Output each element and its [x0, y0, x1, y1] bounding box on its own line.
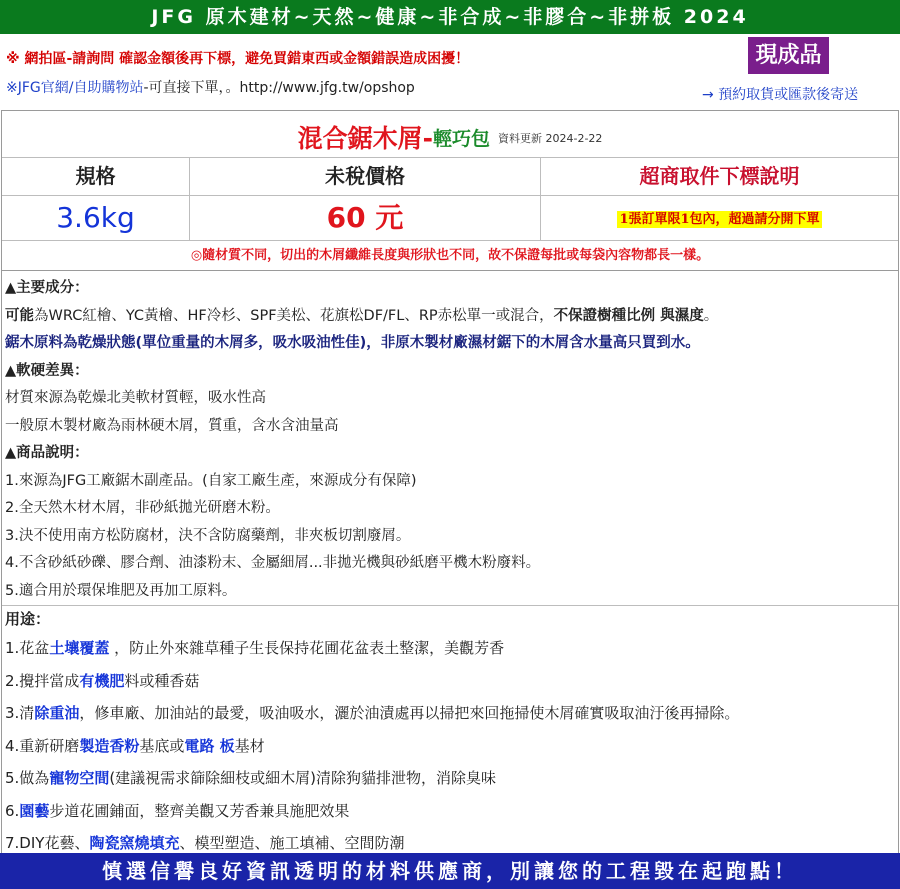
usage-keyword: 土壤覆蓋 — [49, 639, 110, 657]
usage-section — [2, 605, 898, 860]
shipping-note: 1張訂單限1包內，超過請分開下單 — [619, 212, 820, 227]
usage-keyword: 製造香粉 — [79, 736, 140, 755]
hardness-line-1: 材質來源為乾燥北美軟材質輕，吸水性高 — [5, 390, 266, 406]
usage-item: 1.花盆土壤覆蓋 ，防止外來雜草種子生長保持花圃花盆表土整潔，美觀芳香 — [5, 639, 505, 657]
usage-keyword: 有機肥 — [79, 671, 125, 690]
usage-keyword: 寵物空間 — [49, 769, 110, 787]
description-item: 1.來源為JFG工廠鋸木副產品。(自家工廠生產，來源成分有保障) — [5, 472, 417, 489]
header-spec: 規格 — [2, 158, 190, 195]
composition-line-2: 鋸木原料為乾燥狀態(單位重量的木屑多，吸水吸油性佳)，非原木製材廠濕材鋸下的木屑含水量高只買到水。 — [5, 335, 700, 351]
official-shop-link[interactable]: ※JFG官網/自助購物站 — [6, 80, 144, 96]
usage-keyword: 園藝 — [19, 801, 50, 820]
shop-notice — [6, 77, 415, 97]
spec-value: 3.6kg — [2, 196, 190, 240]
updated-date: 資料更新 2024-2-22 — [497, 132, 603, 145]
shipping-note-cell — [541, 196, 898, 240]
description-item: 5.適合用於環保堆肥及再加工原料。 — [5, 582, 237, 599]
usage-item: 5.做為寵物空間(建議視需求篩除細枝或細木屑)清除狗貓排泄物，消除臭味 — [5, 769, 497, 787]
composition-emphasis-a: 可能 — [5, 307, 34, 324]
composition-line-1 — [5, 303, 895, 331]
usage-keyword: 電路 板 — [184, 736, 235, 755]
footer-slogan: 慎選信譽良好資訊透明的材料供應商，別讓您的工程毀在起跑點！ — [0, 853, 900, 889]
shop-url-text: -可直接下單，。http://www.jfg.tw/opshop — [143, 80, 415, 96]
purchase-warning: ※ 網拍區-請詢問 確認金額後再下標，避免買錯東西或金額錯誤造成困擾！ — [6, 51, 470, 67]
page-header: JFG 原木建材~天然~健康~非合成~非膠合~非拼板 2024 — [0, 0, 900, 34]
usage-item: 2.攪拌當成有機肥料或種香菇 — [5, 671, 200, 690]
description-item: 4.不含砂紙砂礫、膠合劑、油漆粉末、金屬細屑...非拋光機與砂紙磨平機木粉廢料。 — [5, 555, 541, 571]
usage-item: 7.DIY花藝、陶瓷窯燒填充、模型塑造、施工填補、空間防潮 — [5, 834, 405, 852]
table-header-row — [2, 158, 898, 196]
description-heading: ▲商品說明： — [5, 445, 89, 461]
product-name: 混合鋸木屑- — [297, 124, 433, 153]
description-item: 2.全天然木材木屑，非砂紙拋光研磨木粉。 — [5, 500, 280, 516]
composition-emphasis-b: 不保證樹種比例 與濕度 — [553, 307, 704, 324]
product-table — [1, 110, 899, 861]
price-value: 60 元 — [190, 196, 541, 240]
usage-heading: 用途： — [5, 610, 51, 628]
in-stock-badge: 現成品 — [748, 37, 829, 74]
product-subtitle: 輕巧包 — [432, 128, 490, 150]
composition-end: 。 — [703, 307, 719, 324]
product-title-row — [2, 111, 898, 158]
material-note: ◎隨材質不同，切出的木屑纖維長度與形狀也不同，故不保證每批或每袋內容物都長一樣。 — [2, 241, 898, 271]
usage-keyword: 陶瓷窯燒填充 — [89, 834, 180, 852]
description-item: 3.決不使用南方松防腐材，決不含防腐藥劑，非夾板切割廢屑。 — [5, 527, 411, 544]
hardness-line-2: 一般原木製材廠為雨林硬木屑，質重，含水含油量高 — [5, 417, 339, 434]
usage-item: 3.清除重油，修車廠、加油站的最愛，吸油吸水，灑於油漬處再以掃把來回拖掃使木屑確實吸取油汙後再掃除。 — [5, 704, 740, 722]
reserve-shipping-link[interactable]: → 預約取貨或匯款後寄送 — [702, 87, 859, 103]
header-shipping: 超商取件下標說明 — [639, 164, 800, 188]
table-value-row — [2, 196, 898, 241]
usage-item: 6.園藝步道花圃鋪面，整齊美觀又芳香兼具施肥效果 — [5, 801, 350, 820]
usage-keyword: 除重油 — [34, 704, 80, 722]
header-price: 未稅價格 — [190, 158, 541, 195]
composition-heading: ▲主要成分： — [5, 280, 89, 296]
usage-item: 4.重新研磨製造香粉基底或電路 板基材 — [5, 736, 265, 755]
composition-species: 為WRC紅檜、YC黃檜、HF冷杉、SPF美松、花旗松DF/FL、RP赤松單一或混合， — [34, 307, 554, 324]
hardness-heading: ▲軟硬差異： — [5, 362, 89, 379]
product-details — [2, 271, 898, 860]
